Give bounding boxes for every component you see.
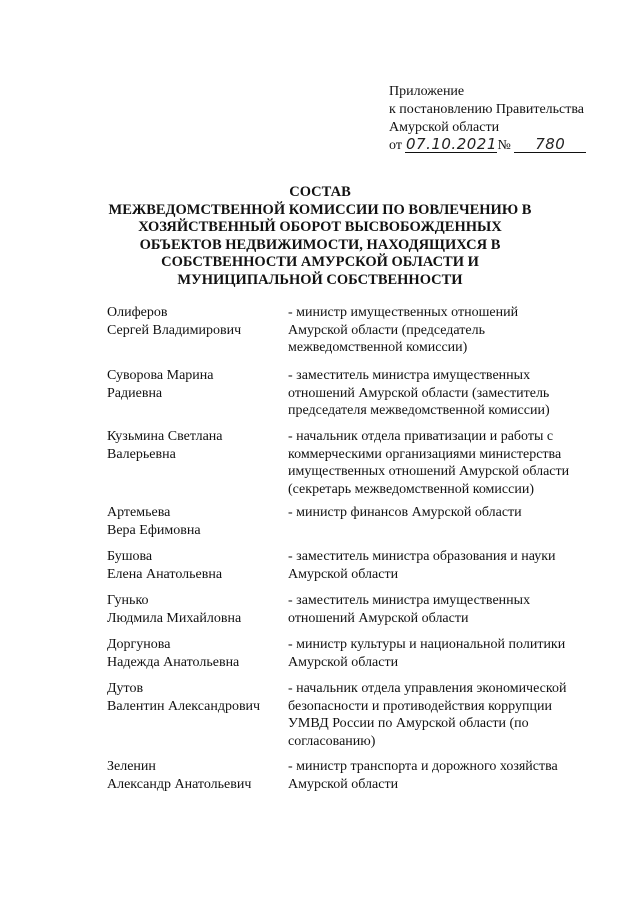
member-role	[288, 592, 588, 627]
member-surname: Артемьева	[107, 505, 171, 520]
member-role	[288, 758, 588, 793]
role-line: отношений Амурской области	[288, 610, 469, 626]
role-line: - министр финансов Амурской области	[288, 505, 522, 520]
role-line: Амурской области	[288, 566, 399, 582]
role-line: - заместитель министра имущественных	[288, 368, 531, 383]
title-line-5: СОБСТВЕННОСТИ АМУРСКОЙ ОБЛАСТИ И	[161, 254, 479, 270]
member-surname: Гунько	[107, 593, 149, 608]
appendix-block	[389, 83, 586, 155]
title-line-6: МУНИЦИПАЛЬНОЙ СОБСТВЕННОСТИ	[177, 271, 463, 288]
role-line: - начальник отдела приватизации и работы с	[288, 429, 554, 444]
role-line: - начальник отдела управления экономической	[288, 681, 567, 696]
member-given-names: Елена Анатольевна	[107, 566, 223, 582]
member-given-names: Валентин Александрович	[107, 698, 261, 714]
member-given-names: Надежда Анатольевна	[107, 654, 240, 670]
member-name	[107, 680, 282, 715]
role-line: - министр транспорта и дорожного хозяйства	[288, 759, 558, 774]
role-line: Амурской области (председатель	[288, 322, 485, 338]
number-sign: №	[497, 138, 511, 153]
role-line: межведомственной комиссии)	[288, 340, 468, 355]
member-name	[107, 428, 282, 463]
role-line: - заместитель министра образования и науки	[288, 549, 556, 564]
date-prefix: от	[389, 138, 402, 153]
member-given-names: Людмила Михайловна	[107, 610, 242, 626]
member-role	[288, 636, 588, 671]
role-line: безопасности и противодействия коррупции	[288, 698, 552, 714]
member-name	[107, 304, 282, 339]
member-given-names: Радиевна	[107, 385, 163, 401]
role-line: председателя межведомственной комиссии)	[288, 403, 550, 418]
role-line: Амурской области	[288, 776, 399, 792]
appendix-line-3: Амурской области	[389, 120, 500, 135]
member-surname: Доргунова	[107, 637, 171, 652]
member-given-names: Александр Анатольевич	[107, 776, 252, 792]
role-line: (секретарь межведомственной комиссии)	[288, 481, 534, 497]
member-name	[107, 504, 282, 539]
role-line: Амурской области	[288, 654, 399, 670]
member-role	[288, 680, 588, 750]
member-name	[107, 367, 282, 402]
role-line: - министр имущественных отношений	[288, 305, 519, 320]
member-role	[288, 367, 588, 420]
member-given-names: Вера Ефимовна	[107, 522, 201, 538]
member-role	[288, 504, 588, 522]
appendix-date-line	[389, 137, 586, 155]
title-line-1: СОСТАВ	[289, 184, 351, 200]
member-name	[107, 548, 282, 583]
role-line: УМВД России по Амурской области (по	[288, 716, 529, 731]
role-line: отношений Амурской области (заместитель	[288, 385, 550, 401]
member-given-names: Валерьевна	[107, 446, 176, 462]
member-surname: Зеленин	[107, 759, 156, 774]
handwritten-number: 780	[514, 137, 586, 153]
appendix-line-1: Приложение	[389, 84, 465, 99]
member-role	[288, 428, 588, 498]
member-surname: Дутов	[107, 681, 144, 696]
member-role	[288, 548, 588, 583]
title-line-3: ХОЗЯЙСТВЕННЫЙ ОБОРОТ ВЫСВОБОЖДЕННЫХ	[138, 219, 502, 235]
member-given-names: Сергей Владимирович	[107, 322, 242, 338]
role-line: - заместитель министра имущественных	[288, 593, 531, 608]
role-line: коммерческими организациями министерства	[288, 446, 562, 462]
title-line-2: МЕЖВЕДОМСТВЕННОЙ КОМИССИИ ПО ВОВЛЕЧЕНИЮ В	[108, 201, 532, 218]
appendix-line-2: к постановлению Правительства	[389, 102, 585, 117]
document-title	[60, 184, 580, 289]
member-name	[107, 636, 282, 671]
member-surname: Кузьмина Светлана	[107, 429, 223, 444]
member-surname: Олиферов	[107, 305, 168, 320]
member-surname: Бушова	[107, 549, 153, 564]
member-role	[288, 304, 588, 357]
handwritten-date: 07.10.2021	[405, 135, 497, 153]
role-line: имущественных отношений Амурской области	[288, 464, 570, 479]
member-surname: Суворова Марина	[107, 368, 214, 383]
role-line: - министр культуры и национальной политики	[288, 637, 566, 652]
title-line-4: ОБЪЕКТОВ НЕДВИЖИМОСТИ, НАХОДЯЩИХСЯ В	[139, 236, 501, 253]
role-line: согласованию)	[288, 733, 376, 749]
member-name	[107, 758, 282, 793]
member-name	[107, 592, 282, 627]
